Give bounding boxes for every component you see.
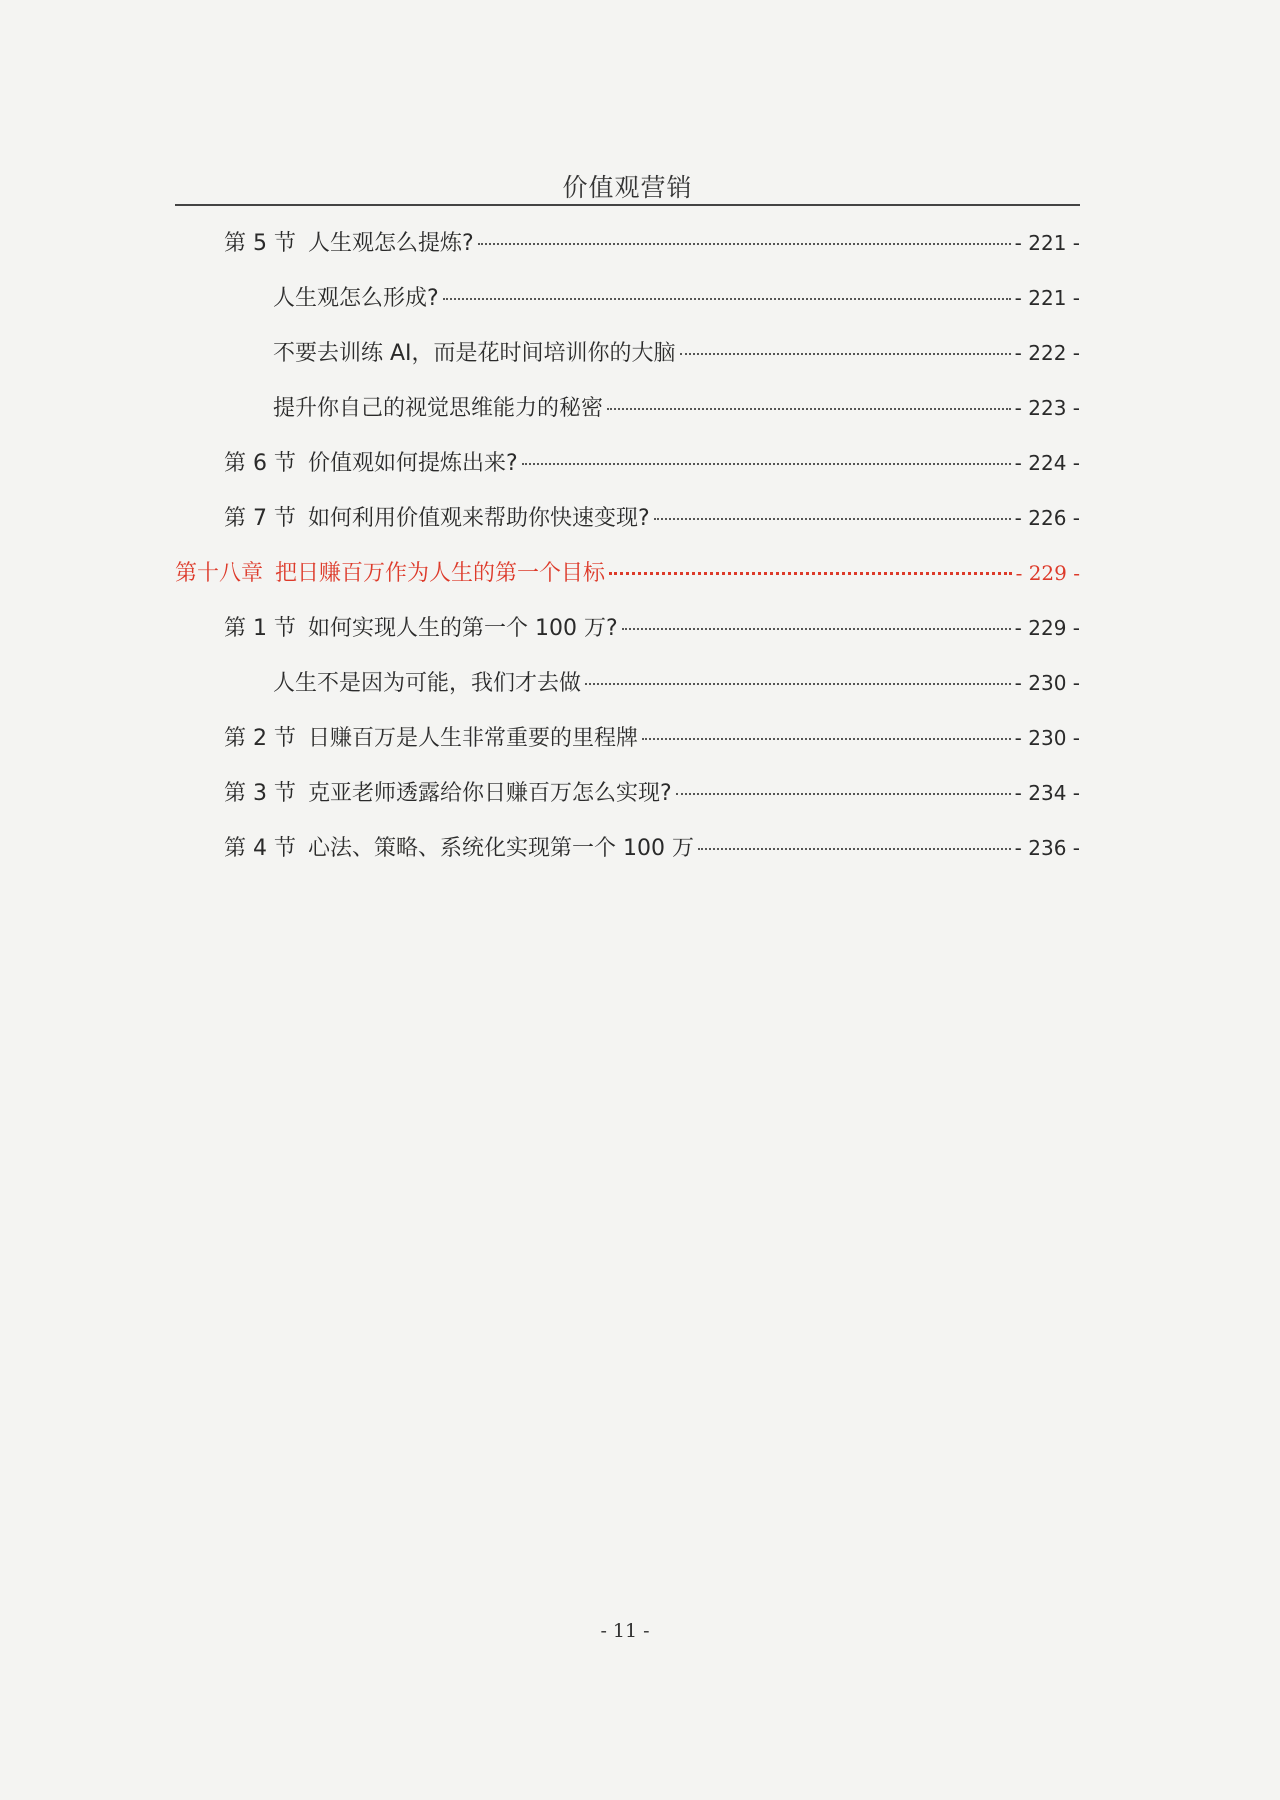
- toc-entry-title: 提升你自己的视觉思维能力的秘密: [273, 396, 604, 421]
- toc-entry-page: - 234 -: [1014, 781, 1080, 805]
- toc-entry-prefix: 第 7 节: [224, 506, 296, 531]
- toc-entry-prefix: 第 4 节: [224, 836, 296, 861]
- toc-entry-title: 人生观怎么提炼?: [307, 231, 474, 256]
- toc-entry[interactable]: [175, 336, 1080, 391]
- dot-leader: [609, 572, 1012, 575]
- toc-entry-label: [224, 611, 618, 642]
- toc-entry[interactable]: [175, 281, 1080, 336]
- toc-entry-label: [224, 446, 518, 477]
- toc-entry-title: 如何利用价值观来帮助你快速变现?: [307, 506, 650, 531]
- toc-entry-label: [224, 776, 672, 807]
- toc-entry-page: - 223 -: [1014, 396, 1080, 420]
- toc-entry-label: [273, 666, 581, 697]
- dot-leader: [654, 518, 1011, 520]
- dot-leader: [478, 243, 1011, 245]
- toc-entry-page: - 229 -: [1015, 561, 1080, 585]
- toc-entry-page: - 221 -: [1014, 286, 1080, 310]
- toc-entry[interactable]: [175, 391, 1080, 446]
- toc-entry[interactable]: [175, 226, 1080, 281]
- toc-entry-prefix: 第十八章: [175, 561, 264, 586]
- toc-entry-prefix: 第 5 节: [224, 231, 296, 256]
- toc-entry[interactable]: [175, 666, 1080, 721]
- toc-entry[interactable]: [175, 831, 1080, 886]
- toc-entry-page: - 229 -: [1014, 616, 1080, 640]
- toc-entry[interactable]: [175, 501, 1080, 556]
- toc-entry-title: 如何实现人生的第一个 100 万?: [307, 616, 618, 641]
- toc-entry-prefix: 第 1 节: [224, 616, 296, 641]
- page-number: - 11 -: [600, 1620, 650, 1642]
- toc-entry-title: 人生不是因为可能，我们才去做: [273, 671, 582, 696]
- toc-entry-prefix: 第 6 节: [224, 451, 296, 476]
- toc-entry-label: [224, 226, 474, 257]
- toc-entry-title: 把日赚百万作为人生的第一个目标: [275, 561, 606, 586]
- toc-entry-prefix: 第 3 节: [224, 781, 296, 806]
- dot-leader: [676, 793, 1011, 795]
- toc-entry-page: - 236 -: [1014, 836, 1080, 860]
- toc-chapter-entry[interactable]: [175, 556, 1080, 611]
- toc-entry-page: - 221 -: [1014, 231, 1080, 255]
- toc-entry-label: [273, 336, 676, 367]
- toc-entry-page: - 230 -: [1014, 726, 1080, 750]
- toc-entry[interactable]: [175, 721, 1080, 776]
- table-of-contents: [175, 226, 1080, 886]
- toc-entry-label: [175, 556, 605, 587]
- toc-entry-title: 克亚老师透露给你日赚百万怎么实现?: [307, 781, 672, 806]
- toc-entry-label: [224, 501, 650, 532]
- dot-leader: [443, 298, 1011, 300]
- dot-leader: [698, 848, 1011, 850]
- toc-entry-title: 不要去训练 AI，而是花时间培训你的大脑: [273, 341, 676, 366]
- dot-leader: [642, 738, 1011, 740]
- toc-entry[interactable]: [175, 446, 1080, 501]
- dot-leader: [585, 683, 1011, 685]
- header-divider: [175, 204, 1080, 206]
- toc-entry[interactable]: [175, 776, 1080, 831]
- toc-entry-title: 人生观怎么形成?: [273, 286, 439, 311]
- toc-entry[interactable]: [175, 611, 1080, 666]
- toc-entry-prefix: 第 2 节: [224, 726, 296, 751]
- dot-leader: [680, 353, 1011, 355]
- dot-leader: [522, 463, 1011, 465]
- toc-entry-label: [224, 721, 638, 752]
- toc-entry-title: 心法、策略、系统化实现第一个 100 万: [307, 836, 694, 861]
- toc-entry-label: [224, 831, 694, 862]
- toc-entry-page: - 226 -: [1014, 506, 1080, 530]
- toc-entry-title: 日赚百万是人生非常重要的里程牌: [307, 726, 638, 751]
- dot-leader: [622, 628, 1011, 630]
- toc-entry-label: [273, 391, 603, 422]
- toc-entry-title: 价值观如何提炼出来?: [307, 451, 518, 476]
- running-header-title: 价值观营销: [562, 173, 693, 202]
- toc-entry-page: - 222 -: [1014, 341, 1080, 365]
- dot-leader: [607, 408, 1011, 410]
- toc-entry-page: - 230 -: [1014, 671, 1080, 695]
- toc-entry-label: [273, 281, 439, 312]
- toc-entry-page: - 224 -: [1014, 451, 1080, 475]
